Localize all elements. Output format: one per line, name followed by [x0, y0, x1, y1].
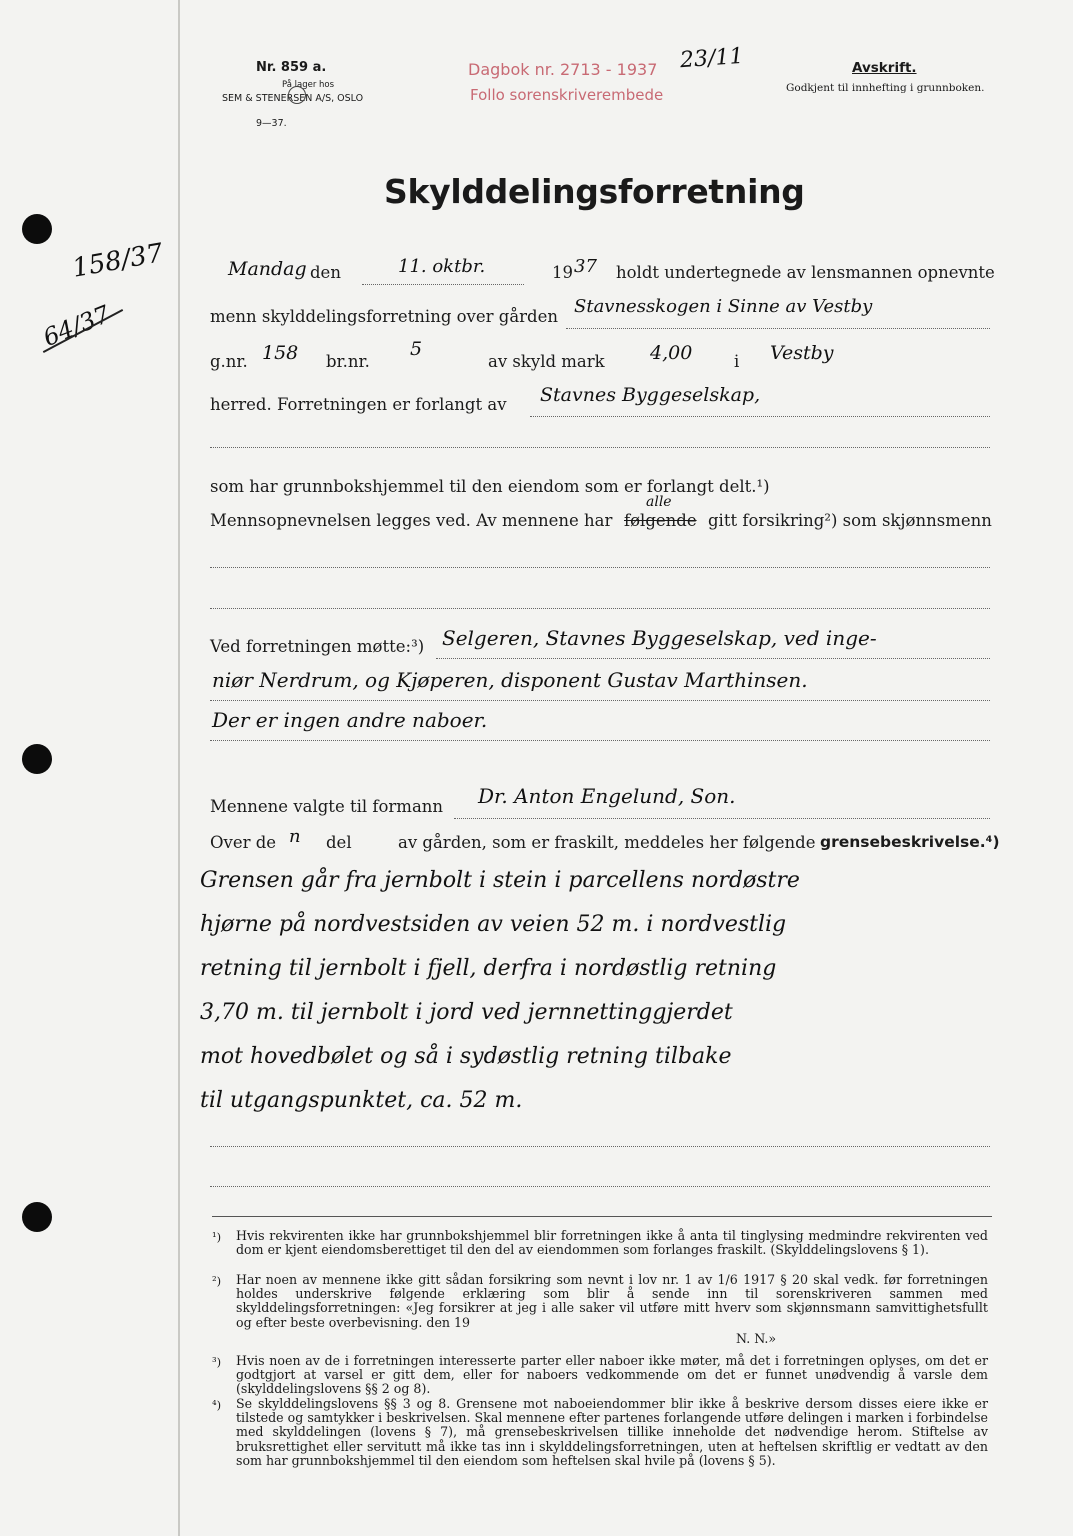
- footnote-3-marker: ³): [212, 1355, 222, 1369]
- attendees-hw-1: Selgeren, Stavnes Byggeselskap, ved inge-: [442, 626, 877, 650]
- publisher-line-1: På lager hos: [282, 80, 335, 90]
- stamp-date: 23/11: [679, 43, 745, 74]
- inserted-word: alle: [646, 494, 672, 510]
- attendees-hw-3: Der er ingen andre naboer.: [212, 708, 488, 732]
- desc-line-3: retning til jernbolt i fjell, derfra i nordøstlig retning: [200, 956, 777, 981]
- footnote-1: Hvis rekvirenten ikke har grunnbokshjemmel blir forretningen ikke å anta til tinglysing medmindre rekvirenten ved dom er kjent eiendomsberettiget til den del av eiendommen som forlanges fraskilt. (Skylddelingslovens § 1).: [236, 1228, 988, 1258]
- line6-part1: Mennsopnevnelsen legges ved. Av mennene har: [210, 511, 613, 530]
- gnr-handwritten: 158: [262, 342, 299, 364]
- line11-text: av gården, som er fraskilt, meddeles her følgende: [398, 833, 816, 852]
- desc-line-1: Grensen går fra jernbolt i stein i parcellens nordøstre: [200, 868, 800, 893]
- skyld-label: av skyld mark: [488, 352, 605, 371]
- struck-word: følgende: [624, 511, 697, 530]
- del-label: del: [326, 833, 352, 852]
- binding-margin-line: [178, 0, 180, 1536]
- footnote-2-signature: N. N.»: [736, 1331, 777, 1346]
- over-label: Over de: [210, 833, 277, 852]
- place-handwritten: Vestby: [770, 342, 834, 364]
- margin-note-1: 158/37: [70, 238, 166, 284]
- punch-hole-bottom: [22, 1202, 52, 1232]
- copy-label: Avskrift.: [852, 60, 917, 76]
- chairman-label: Mennene valgte til formann: [210, 797, 444, 816]
- desc-line-6: til utgangspunktet, ca. 52 m.: [200, 1088, 523, 1113]
- amount-handwritten: 4,00: [650, 342, 693, 364]
- footnote-3: Hvis noen av de i forretningen interesserte parter eller naboer ikke møter, må det i forretningen oplyses, om det er godtgjort at varsel er gitt dem, eller for naboers vedkommende om det er funnet unødvendig å varsle dem (skylddelingslovens §§ 2 og 8).: [236, 1353, 988, 1397]
- footnote-4: Se skylddelingslovens §§ 3 og 8. Grensene mot naboeiendommer blir ikke å beskrive dersom disses eiere ikke er tilstede og samtykker i beskrivelsen. Skal mennene efter partenes forlangende utføre delingen i marken i forbindelse med skylddelingen (lovens § 7), må grensebeskrivelsen tillike inneholde det nødvendige herom. Stiftelse av bruksrettighet eller servitutt må ikke tas inn i skylddelingsforretningen, uten at heftelsen skriftlig er vedtatt av den som har grunnbokshjemmel til den eiendom som heftelsen skal hvile på (lovens § 5).: [236, 1396, 988, 1468]
- chairman-handwritten: Dr. Anton Engelund, Son.: [478, 784, 736, 808]
- bnr-handwritten: 5: [410, 338, 423, 360]
- publisher-logo-icon: [288, 86, 306, 104]
- i-label: i: [734, 352, 740, 371]
- footnote-2-marker: ²): [212, 1274, 222, 1288]
- line1-text: holdt undertegnede av lensmannen opnevnte: [616, 263, 995, 282]
- desc-line-5: mot hovedbølet og så i sydøstlig retning tilbake: [200, 1044, 732, 1069]
- diary-stamp: Dagbok nr. 2713 - 1937: [468, 60, 658, 79]
- publisher-line-2: SEM & STENERSEN A/S, OSLO: [222, 93, 364, 104]
- form-date: 9—37.: [256, 118, 287, 129]
- requester-handwritten: Stavnes Byggeselskap,: [540, 384, 761, 406]
- approval-note: Godkjent til innhefting i grunnboken.: [786, 82, 985, 94]
- year-handwritten: 37: [574, 256, 597, 277]
- form-number: Nr. 859 a.: [256, 60, 327, 75]
- attendees-hw-2: niør Nerdrum, og Kjøperen, disponent Gustav Marthinsen.: [212, 668, 808, 692]
- attendees-label: Ved forretningen møtte:³): [210, 637, 425, 656]
- footnote-2: Har noen av mennene ikke gitt sådan forsikring som nevnt i lov nr. 1 av 1/6 1917 § 20 skal vedk. før forretningen holdes underskrive følgende erklæring som blir å sende inn til sorenskriveren sammen med skylddelingsforretningen: «Jeg forsikrer at jeg i alle saker vil utføre mitt hverv som skjønnsmann samvittighetsfullt og efter beste overbevisning. den 19: [236, 1272, 988, 1330]
- year-prefix: 19: [552, 263, 573, 282]
- footnote-4-marker: ⁴): [212, 1398, 222, 1412]
- den-label: den: [310, 263, 341, 282]
- line5-text: som har grunnbokshjemmel til den eiendom som er forlangt delt.¹): [210, 477, 770, 496]
- line4-text: herred. Forretningen er forlangt av: [210, 395, 507, 414]
- footnote-1-marker: ¹): [212, 1230, 222, 1244]
- court-stamp: Follo sorenskriverembede: [470, 86, 664, 104]
- farm-name-handwritten: Stavnesskogen i Sinne av Vestby: [574, 296, 873, 317]
- document-title: Skylddelingsforretning: [384, 172, 805, 211]
- desc-line-2: hjørne på nordvestsiden av veien 52 m. i nordvestlig: [200, 912, 787, 937]
- bnr-label: br.nr.: [326, 352, 370, 371]
- weekday-handwritten: Mandag: [228, 258, 307, 280]
- gnr-label: g.nr.: [210, 352, 248, 371]
- over-handwritten: n: [289, 826, 301, 847]
- punch-hole-top: [22, 214, 52, 244]
- date-handwritten: 11. oktbr.: [398, 256, 486, 277]
- margin-note-2: 64/37: [39, 300, 114, 352]
- punch-hole-middle: [22, 744, 52, 774]
- line6-part2: gitt forsikring²) som skjønnsmenn: [708, 511, 992, 530]
- line2-text: menn skylddelingsforretning over gården: [210, 307, 559, 326]
- footnote-rule: [212, 1216, 992, 1217]
- boundary-heading: grensebeskrivelse.⁴): [820, 833, 1000, 851]
- desc-line-4: 3,70 m. til jernbolt i jord ved jernnettinggjerdet: [200, 1000, 733, 1025]
